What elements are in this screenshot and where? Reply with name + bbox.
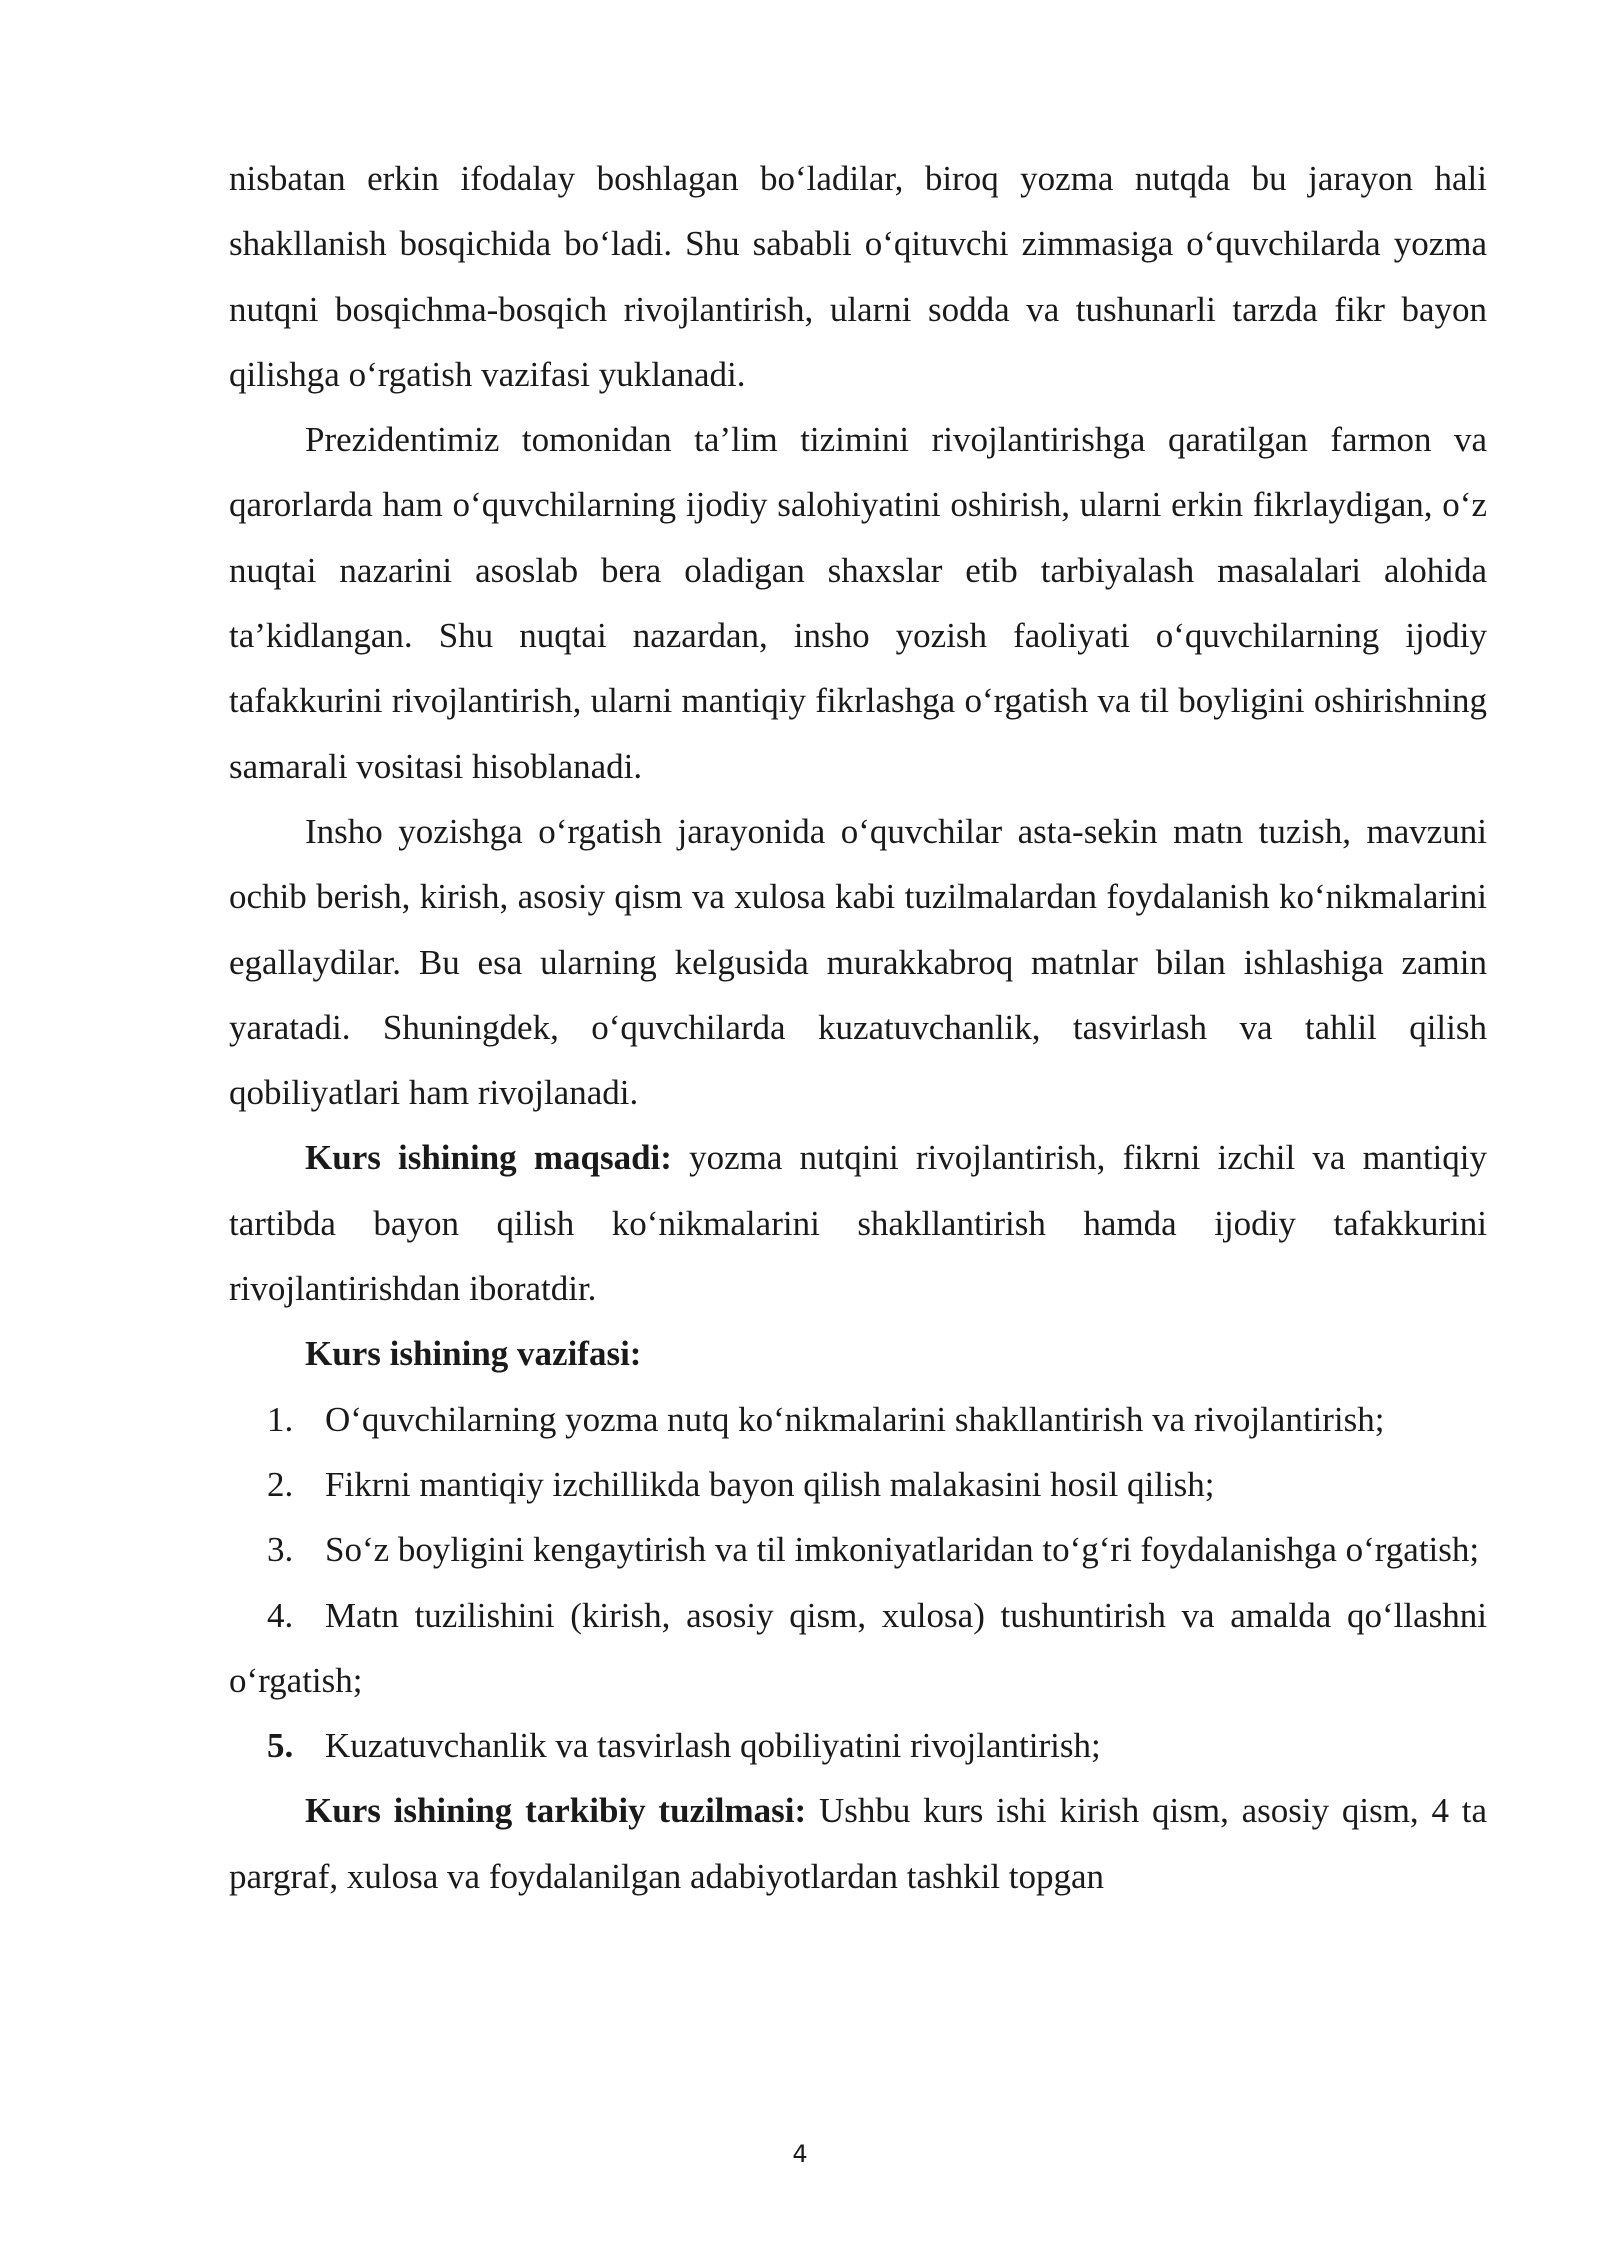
course-structure-label: Kurs ishining tarkibiy tuzilmasi: — [305, 1791, 807, 1831]
paragraph-essay-training: Insho yozishga o‘rgatish jarayonida o‘quvchilar asta-sekin matn tuzish, mavzuni ochib berish, kirish, asosiy qism va xulosa kabi tuzilmalardan foydalanish ko‘nikmalarini egallaydilar. Bu esa ularning kelgusida murakkabroq matnlar bilan ishlashiga zamin yaratadi. Shuningdek, o‘quvchilarda kuzatuvchanlik, tasvirlash va tahlil qilish qobiliyatlari ham rivojlanadi. — [229, 811, 1487, 1113]
task-list-item — [229, 1452, 1487, 1517]
task-text: So‘z boyligini kengaytirish va til imkoniyatlaridan to‘g‘ri foydalanishga o‘rgatish; — [325, 1530, 1480, 1570]
course-tasks-heading — [229, 1321, 1487, 1386]
page-body — [229, 146, 1487, 1909]
task-list-item — [229, 1387, 1487, 1452]
course-structure-text: Ushbu kurs ishi kirish qism, asosiy qism, 4 ta pargraf, xulosa va foydalanilgan adabiyotlardan tashkil topgan — [229, 1791, 1487, 1896]
paragraph-presidential-decrees: Prezidentimiz tomonidan ta’lim tizimini rivojlantirishga qaratilgan farmon va qarorlarda ham o‘quvchilarning ijodiy salohiyatini oshirish, ularni erkin fikrlaydigan, o‘z nuqtai nazarini asoslab bera oladigan shaxslar etib tarbiyalash masalalari alohida ta’kidlangan. Shu nuqtai nazardan, insho yozish faoliyati o‘quvchilarning ijodiy tafakkurini rivojlantirish, ularni mantiqiy fikrlashga o‘rgatish va til boyligini oshirishning samarali vositasi hisoblanadi. — [229, 420, 1487, 786]
task-number: 1. — [267, 1399, 294, 1439]
task-number: 2. — [267, 1464, 294, 1504]
paragraph-intro-continuation: nisbatan erkin ifodalay boshlagan bo‘ladilar, biroq yozma nutqda bu jarayon hali shakllanish bosqichida bo‘ladi. Shu sababli o‘qituvchi zimmasiga o‘quvchilarda yozma nutqni bosqichma-bosqich rivojlantirish, ularni sodda va tushunarli tarzda fikr bayon qilishga o‘rgatish vazifasi yuklanadi. — [229, 159, 1487, 394]
course-tasks-label: Kurs ishining vazifasi: — [305, 1334, 642, 1374]
page-number: 4 — [792, 2140, 808, 2168]
task-text: Matn tuzilishini (kirish, asosiy qism, xulosa) tushuntirish va amalda qo‘llashni o‘rgatish; — [229, 1595, 1487, 1700]
task-list-item — [229, 1583, 1487, 1714]
task-number: 3. — [267, 1530, 294, 1570]
task-number: 4. — [267, 1595, 294, 1635]
paragraph-course-goal — [229, 1125, 1487, 1321]
task-number: 5. — [267, 1726, 294, 1766]
task-text: Fikrni mantiqiy izchillikda bayon qilish malakasini hosil qilish; — [325, 1464, 1215, 1504]
task-list-item — [229, 1713, 1487, 1778]
task-text: O‘quvchilarning yozma nutq ko‘nikmalarini shakllantirish va rivojlantirish; — [325, 1399, 1385, 1439]
task-text: Kuzatuvchanlik va tasvirlash qobiliyatini rivojlantirish; — [325, 1726, 1101, 1766]
paragraph-course-structure — [229, 1778, 1487, 1909]
course-goal-text: yozma nutqini rivojlantirish, fikrni izchil va mantiqiy tartibda bayon qilish ko‘nikmalarini shakllantirish hamda ijodiy tafakkurini rivojlantirishdan iboratdir. — [229, 1138, 1487, 1309]
course-goal-label: Kurs ishining maqsadi: — [305, 1138, 672, 1178]
task-list-item — [229, 1517, 1487, 1582]
